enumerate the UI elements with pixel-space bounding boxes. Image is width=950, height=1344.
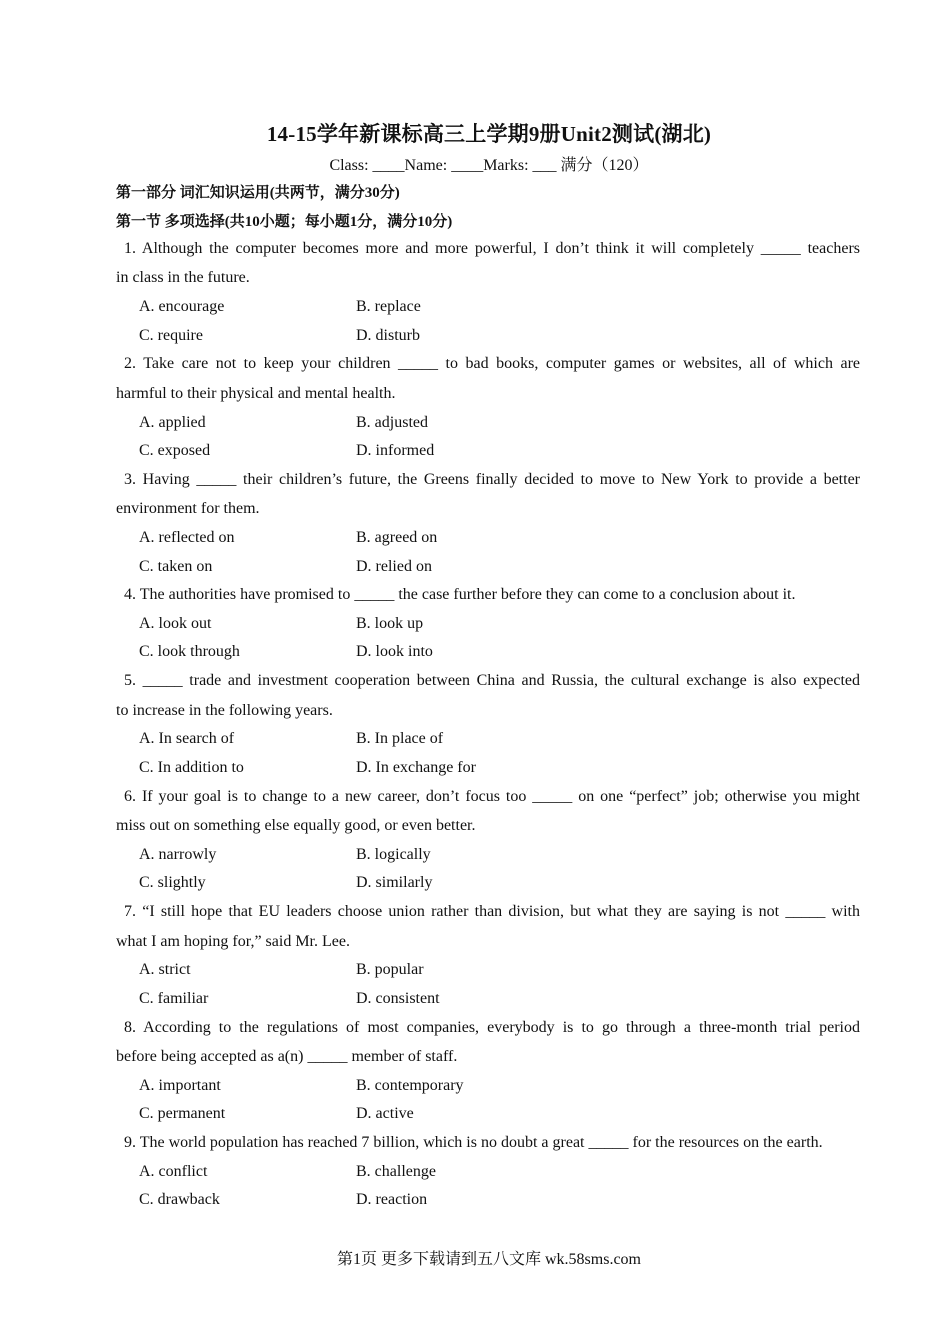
question-8-line-2: before being accepted as a(n) _____ member of staff. (116, 1048, 458, 1065)
question-8-line-1: 8. According to the regulations of most companies, everybody is to go through a three-month trial period (124, 1019, 860, 1036)
question-9-option-b: B. challenge (356, 1163, 436, 1180)
question-2-option-b: B. adjusted (356, 414, 428, 431)
question-1-line-1: 1. Although the computer becomes more and more powerful, I don’t think it will completely _____ teachers (124, 240, 860, 257)
question-6-line-1: 6. If your goal is to change to a new career, don’t focus too _____ on one “perfect” job; otherwise you might (124, 788, 860, 805)
question-7-option-b: B. popular (356, 961, 424, 978)
question-4-option-d: D. look into (356, 643, 433, 660)
question-2-line-1: 2. Take care not to keep your children _____ to bad books, computer games or websites, all of which are (124, 355, 860, 372)
question-3-option-b: B. agreed on (356, 529, 438, 546)
question-3-option-a: A. reflected on (139, 529, 235, 546)
question-2-option-a: A. applied (139, 414, 206, 431)
question-1-option-c: C. require (139, 327, 203, 344)
question-6-option-a: A. narrowly (139, 846, 217, 863)
question-7-option-c: C. familiar (139, 990, 209, 1007)
section-heading: 第一节 多项选择(共10小题；每小题1分，满分10分) (116, 214, 453, 230)
question-9-option-d: D. reaction (356, 1191, 428, 1208)
question-6-line-2: miss out on something else equally good, or even better. (116, 817, 476, 834)
question-2-line-2: harmful to their physical and mental health. (116, 385, 396, 402)
part-heading: 第一部分 词汇知识运用(共两节，满分30分) (116, 185, 400, 201)
question-8-option-b: B. contemporary (356, 1077, 464, 1094)
question-4-option-b: B. look up (356, 615, 424, 632)
question-4-option-c: C. look through (139, 643, 240, 660)
question-8-option-d: D. active (356, 1105, 414, 1122)
question-3-option-c: C. taken on (139, 558, 213, 575)
question-2-option-c: C. exposed (139, 442, 211, 459)
question-9-option-a: A. conflict (139, 1163, 208, 1180)
page-footer: 第1页 更多下载请到五八文库 wk.58sms.com (336, 1251, 641, 1268)
question-3-line-1: 3. Having _____ their children’s future, the Greens finally decided to move to New York to provide a better (124, 471, 860, 488)
question-1-option-d: D. disturb (356, 327, 420, 344)
document-subtitle: Class: ____Name: ____Marks: ___ 满分（120） (329, 157, 649, 174)
question-5-line-2: to increase in the following years. (116, 702, 333, 719)
question-3-line-2: environment for them. (116, 500, 260, 517)
question-4-line-1: 4. The authorities have promised to _____ the case further before they can come to a conclusion about it. (124, 586, 796, 603)
question-3-option-d: D. relied on (356, 558, 432, 575)
question-8-option-c: C. permanent (139, 1105, 226, 1122)
question-1-line-2: in class in the future. (116, 269, 250, 286)
question-9-option-c: C. drawback (139, 1191, 220, 1208)
question-7-line-2: what I am hoping for,” said Mr. Lee. (116, 933, 350, 950)
question-2-option-d: D. informed (356, 442, 435, 459)
question-4-option-a: A. look out (139, 615, 212, 632)
question-9-line-1: 9. The world population has reached 7 billion, which is no doubt a great _____ for the resources on the earth. (124, 1134, 823, 1151)
question-7-option-a: A. strict (139, 961, 191, 978)
question-5-line-1: 5. _____ trade and investment cooperation between China and Russia, the cultural exchange is also expected (124, 672, 860, 689)
question-1-option-b: B. replace (356, 298, 421, 315)
question-6-option-c: C. slightly (139, 874, 206, 891)
question-7-line-1: 7. “I still hope that EU leaders choose union rather than division, but what they are saying is not _____ with (124, 903, 860, 920)
question-1-option-a: A. encourage (139, 298, 225, 315)
question-6-option-d: D. similarly (356, 874, 433, 891)
question-5-option-b: B. In place of (356, 730, 444, 747)
document-title: 14-15学年新课标高三上学期9册Unit2测试(湖北) (266, 122, 712, 146)
question-8-option-a: A. important (139, 1077, 221, 1094)
question-7-option-d: D. consistent (356, 990, 440, 1007)
question-5-option-d: D. In exchange for (356, 759, 476, 776)
question-5-option-a: A. In search of (139, 730, 235, 747)
question-5-option-c: C. In addition to (139, 759, 244, 776)
question-6-option-b: B. logically (356, 846, 431, 863)
